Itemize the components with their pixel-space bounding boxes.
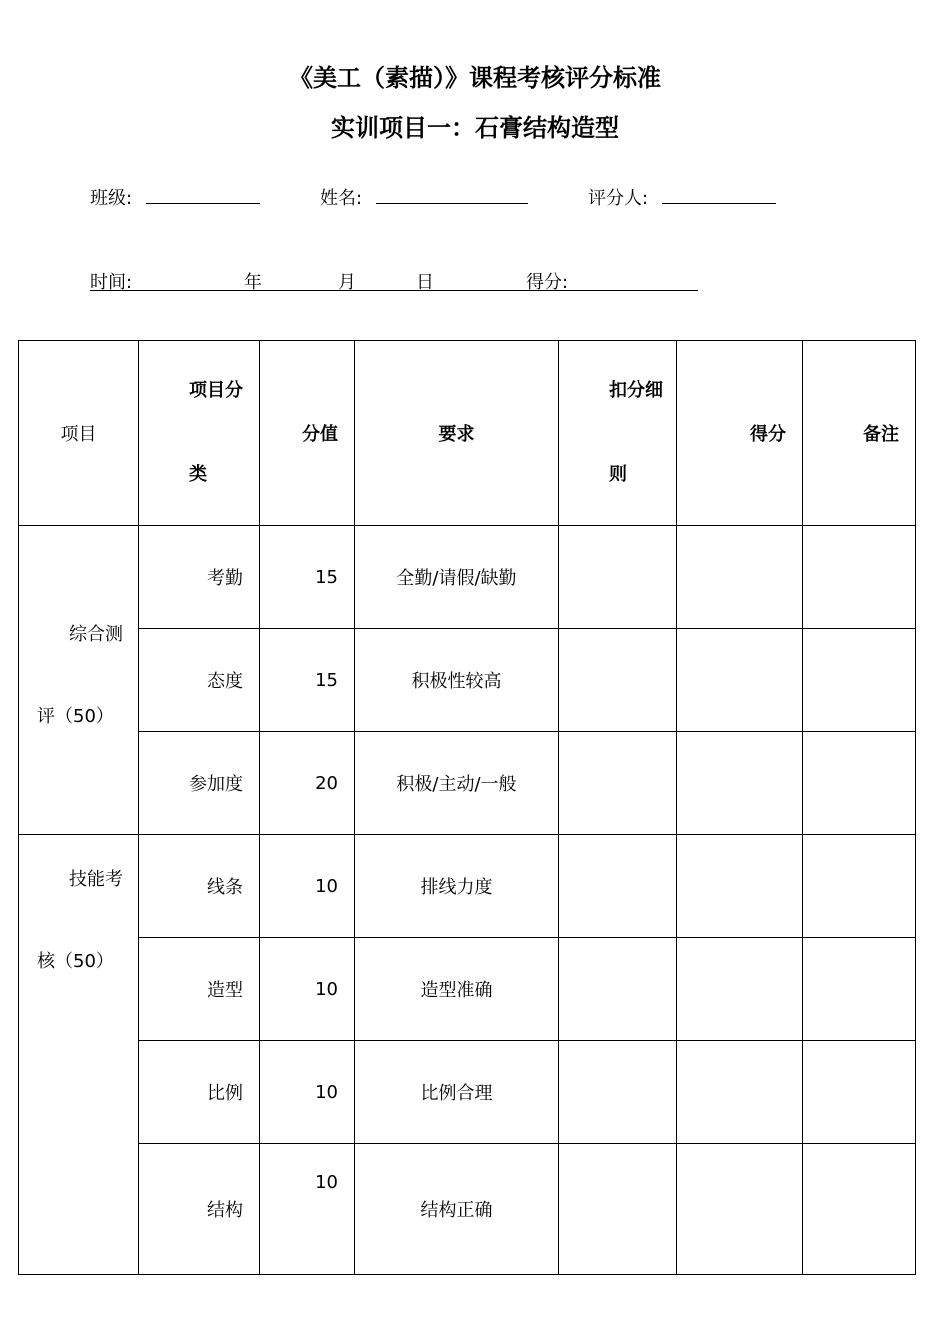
table-row <box>19 938 916 1041</box>
row-points: 15 <box>260 526 355 629</box>
class-label: 班级: <box>90 188 133 209</box>
row-score-cell[interactable] <box>677 732 803 835</box>
header-item: 项目 <box>19 341 139 526</box>
row-requirement: 结构正确 <box>355 1144 559 1275</box>
name-field <box>320 183 528 210</box>
header-requirement: 要求 <box>355 341 559 526</box>
row-remark-cell[interactable] <box>803 1041 916 1144</box>
row-points: 15 <box>260 629 355 732</box>
row-category: 参加度 <box>139 732 260 835</box>
row-deduction-cell[interactable] <box>559 526 677 629</box>
row-remark-cell[interactable] <box>803 938 916 1041</box>
row-requirement: 全勤/请假/缺勤 <box>355 526 559 629</box>
row-remark-cell[interactable] <box>803 732 916 835</box>
row-points: 10 <box>260 835 355 938</box>
row-score-cell[interactable] <box>677 835 803 938</box>
row-category: 线条 <box>139 835 260 938</box>
row-category: 比例 <box>139 1041 260 1144</box>
row-deduction-cell[interactable] <box>559 938 677 1041</box>
row-deduction-cell[interactable] <box>559 835 677 938</box>
grader-field <box>588 183 776 210</box>
table-row <box>19 526 916 629</box>
row-deduction-cell[interactable] <box>559 732 677 835</box>
table-row <box>19 1144 916 1275</box>
table-row <box>19 1041 916 1144</box>
row-remark-cell[interactable] <box>803 835 916 938</box>
month-label: 月 <box>338 272 356 293</box>
table-header-row <box>19 341 916 526</box>
row-deduction-cell[interactable] <box>559 1041 677 1144</box>
row-requirement: 造型准确 <box>355 938 559 1041</box>
table-row <box>19 629 916 732</box>
table-row <box>19 732 916 835</box>
class-blank[interactable] <box>146 183 260 204</box>
header-deduction: 扣分细则 <box>559 341 677 526</box>
row-requirement: 积极/主动/一般 <box>355 732 559 835</box>
header-points: 分值 <box>260 341 355 526</box>
document-subtitle: 实训项目一：石膏结构造型 <box>331 113 619 142</box>
class-field <box>90 183 260 210</box>
table-row <box>19 835 916 938</box>
row-category: 造型 <box>139 938 260 1041</box>
name-blank[interactable] <box>376 183 528 204</box>
score-label: 得分: <box>526 272 569 293</box>
row-score-cell[interactable] <box>677 1144 803 1275</box>
document-title: 《美工（素描）》课程考核评分标准 <box>289 63 661 92</box>
row-category: 考勤 <box>139 526 260 629</box>
header-score: 得分 <box>677 341 803 526</box>
row-score-cell[interactable] <box>677 526 803 629</box>
grader-label: 评分人: <box>588 188 649 209</box>
date-score-line <box>90 268 698 291</box>
row-score-cell[interactable] <box>677 938 803 1041</box>
name-label: 姓名: <box>320 188 363 209</box>
row-score-cell[interactable] <box>677 629 803 732</box>
row-requirement: 排线力度 <box>355 835 559 938</box>
row-remark-cell[interactable] <box>803 526 916 629</box>
row-score-cell[interactable] <box>677 1041 803 1144</box>
group-name: 技能考核（50） <box>19 835 139 1275</box>
header-category: 项目分类 <box>139 341 260 526</box>
year-label: 年 <box>244 272 262 293</box>
row-points: 10 <box>260 1144 355 1275</box>
time-label: 时间: <box>90 272 133 293</box>
row-deduction-cell[interactable] <box>559 629 677 732</box>
row-requirement: 积极性较高 <box>355 629 559 732</box>
header-remark: 备注 <box>803 341 916 526</box>
day-label: 日 <box>416 272 434 293</box>
row-deduction-cell[interactable] <box>559 1144 677 1275</box>
scoring-table <box>18 340 916 1275</box>
row-points: 10 <box>260 1041 355 1144</box>
row-remark-cell[interactable] <box>803 1144 916 1275</box>
row-remark-cell[interactable] <box>803 629 916 732</box>
row-category: 结构 <box>139 1144 260 1275</box>
row-requirement: 比例合理 <box>355 1041 559 1144</box>
group-name: 综合测评（50） <box>19 526 139 835</box>
row-category: 态度 <box>139 629 260 732</box>
row-points: 10 <box>260 938 355 1041</box>
row-points: 20 <box>260 732 355 835</box>
grader-blank[interactable] <box>662 183 776 204</box>
